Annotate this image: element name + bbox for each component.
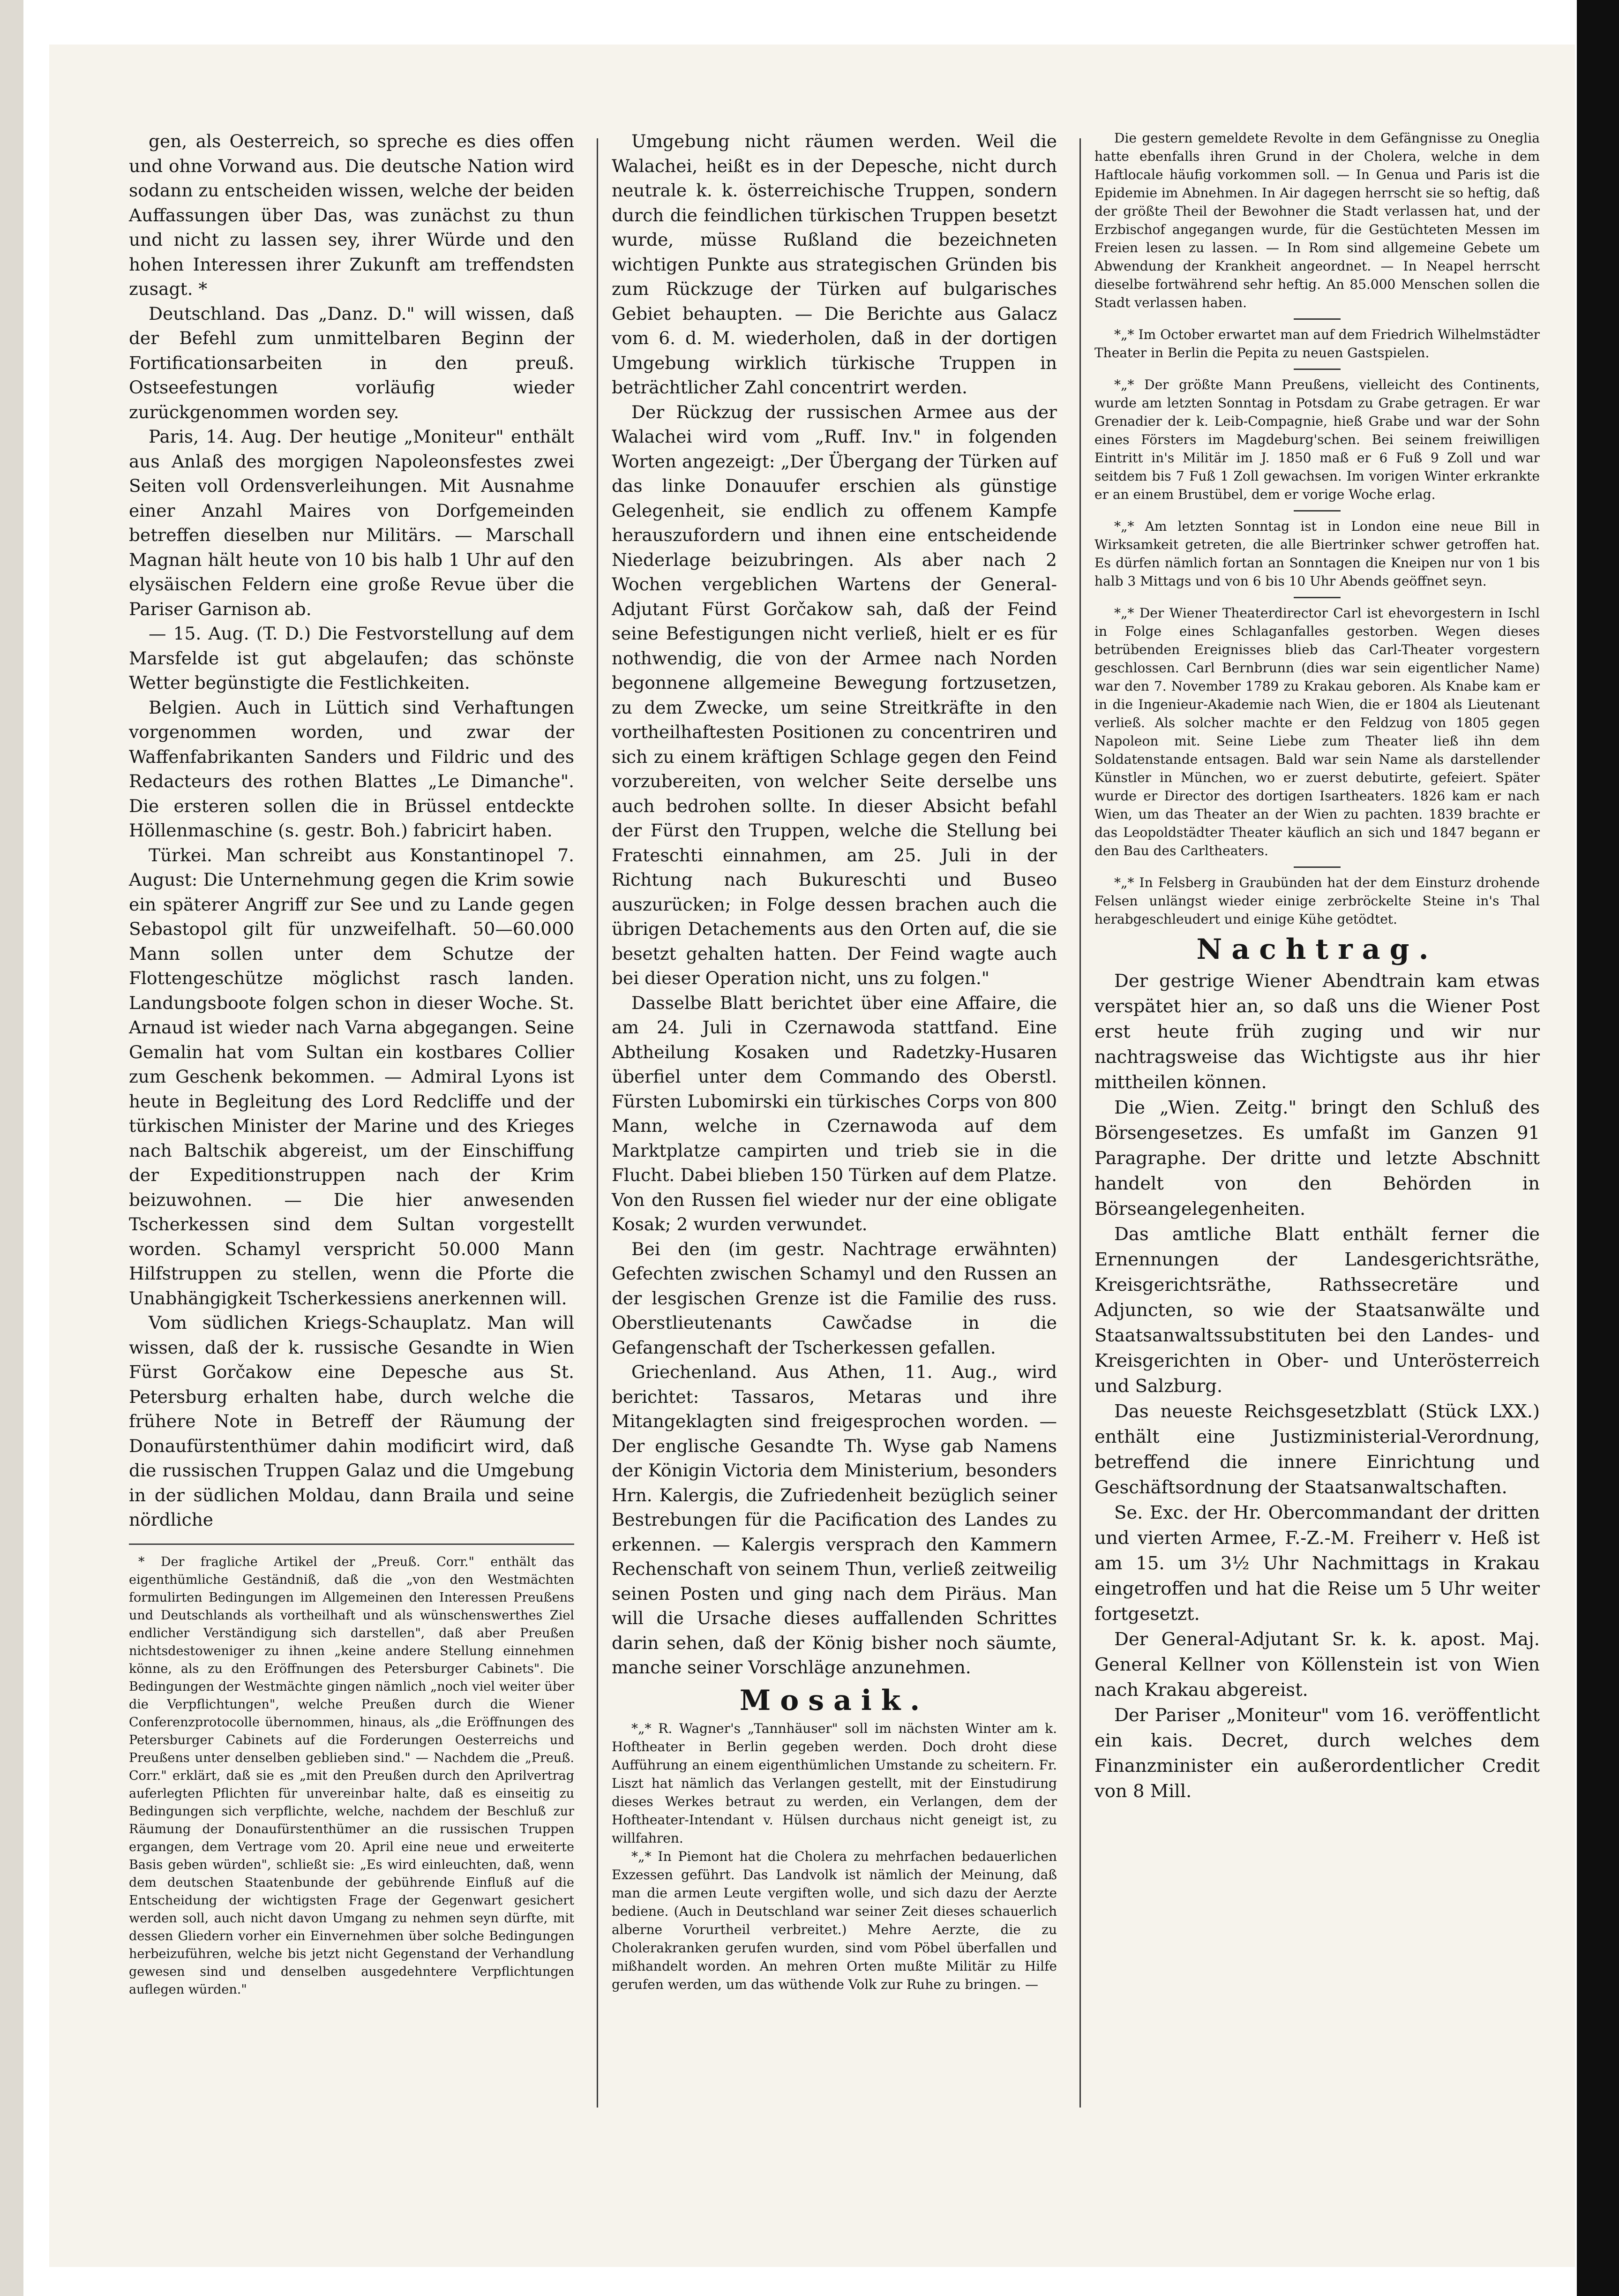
- paragraph: Dasselbe Blatt berichtet über eine Affaire, die am 24. Juli in Czernawoda stattfand. Eine Abtheilung Kosaken und Radetzky-Husaren überfiel unter dem Commando des Oberstl. Fürsten Lubomirski ein türkisches Corps von 800 Mann, welche in Czernawoda auf dem Marktplatze campirten und trieb sie in die Flucht. Dabei blieben 150 Türken auf dem Platze. Von den Russen fiel wieder nur der eine obligate Kosak; 2 wurden verwundet.: [612, 992, 1057, 1235]
- mosaik-item: *„* R. Wagner's „Tannhäuser" soll im nächsten Winter am k. Hoftheater in Berlin gegeben werden. Doch droht diese Aufführung an einem eigenthümlichen Umstande zu scheitern. Fr. Liszt hat nämlich das Verlangen gestellt, mit der Einstudirung dieses Werkes betraut zu werden, ein Verlangen, dem der Hoftheater-Intendant v. Hülsen durchaus nicht geneigt ist, zu willfahren.: [612, 1721, 1057, 1846]
- mosaik-item: *„* Am letzten Sonntag ist in London eine neue Bill in Wirksamkeit getreten, die alle Biertrinker schwer getroffen hat. Es dürfen nämlich fortan an Sonntagen die Kneipen nur von 1 bis halb 3 Mittags und von 6 bis 10 Uhr Abends geöffnet seyn.: [1094, 519, 1540, 589]
- paragraph: Das neueste Reichsgesetzblatt (Stück LXX.) enthält eine Justizministerial-Verordnung, betreffend die innere Einrichtung und Geschäftsordnung der Staatsanwaltschaften.: [1094, 1401, 1540, 1498]
- column-3: [1094, 129, 1540, 2117]
- newspaper-page: [49, 45, 1575, 2267]
- mosaik-item: *„* In Piemont hat die Cholera zu mehrfachen bedauerlichen Exzessen geführt. Das Landvolk ist nämlich der Meinung, daß man die armen Leute vergiften wolle, und sich dazu der Aerzte bediene. (Auch in Deutschland war seiner Zeit dieses schauerlich alberne Vorurtheil verbreitet.) Mehre Aerzte, die zu Cholerakranken gerufen wurden, sind vom Pöbel überfallen und mißhandelt worden. An mehren Orten mußte Militär zu Hilfe gerufen werden, um das wüthende Volk zur Ruhe zu bringen. —: [612, 1849, 1057, 1992]
- paragraph: Se. Exc. der Hr. Obercommandant der dritten und vierten Armee, F.-Z.-M. Freiherr v. Heß ist am 15. um 3½ Uhr Nachmittags in Krakau eingetroffen und hat die Reise um 5 Uhr weiter fortgesetzt.: [1094, 1502, 1540, 1625]
- paragraph: Die „Wien. Zeitg." bringt den Schluß des Börsengesetzes. Es umfaßt im Ganzen 91 Paragraphe. Der dritte und letzte Abschnitt handelt von den Behörden in Börseangelegenheiten.: [1094, 1097, 1540, 1220]
- paragraph: Der General-Adjutant Sr. k. k. apost. Maj. General Kellner von Köllenstein ist von Wien nach Krakau abgereist.: [1094, 1629, 1540, 1701]
- paragraph: Deutschland. Das „Danz. D." will wissen, daß der Befehl zum unmittelbaren Beginn der Fortificationsarbeiten in den preuß. Ostseefestungen vorläufig wieder zurückgenommen worden sey.: [129, 303, 574, 422]
- footnote: [129, 1543, 574, 1999]
- separator: [1294, 318, 1341, 320]
- nachtrag-heading: Nachtrag.: [1196, 933, 1438, 966]
- paragraph: Umgebung nicht räumen werden. Weil die Walachei, heißt es in der Depesche, nicht durch neutrale k. k. österreichische Truppen, sondern durch die feindlichen türkischen Truppen besetzt wurde, müsse Rußland die bezeichneten wichtigen Punkte aus strategischen Gründen bis zum Rückzuge der Türken auf bulgarisches Gebiet behaupten. — Die Berichte aus Galacz vom 6. d. M. wiederholen, daß in der dortigen Umgebung wirklich türkische Truppen in beträchtlicher Zahl concentrirt werden.: [612, 131, 1057, 398]
- mosaik-section: [612, 1719, 1057, 1994]
- paragraph: Griechenland. Aus Athen, 11. Aug., wird berichtet: Tassaros, Metaras und ihre Mitangeklagten sind freigesprochen worden. — Der englische Gesandte Th. Wyse gab Namens der Königin Victoria dem Ministerium, besonders Hrn. Kalergis, die Zufriedenheit bezüglich seiner Bestrebungen für die Pacification des Landes zu erkennen. — Kalergis versprach den Kammern Rechenschaft von seinem Thun, verließ zeitweilig seinen Posten und ging nach dem Piräus. Man will die Ursache dieses auffallenden Schrittes darin sehen, daß der König bisher noch säumte, manche seiner Vorschläge anzunehmen.: [612, 1362, 1057, 1678]
- column-1: [129, 129, 574, 1997]
- paragraph: Bei den (im gestr. Nachtrage erwähnten) Gefechten zwischen Schamyl und den Russen an der lesgischen Grenze ist die Familie des russ. Oberstlieutenants Cawčadse in die Gefangenschaft der Tscherkessen gefallen.: [612, 1238, 1057, 1358]
- mosaik-item: *„* Der größte Mann Preußens, vielleicht des Continents, wurde am letzten Sonntag in Potsdam zu Grabe getragen. Er war Grenadier der k. Leib-Compagnie, hieß Grabe und war der Sohn eines Försters im Magdeburg'schen. Bei seinem freiwilligen Eintritt in's Militär im J. 1850 maß er 6 Fuß 9 Zoll und war seitdem bis 7 Fuß 1 Zoll gewachsen. Im vorigen Winter erkrankte er an einem Brustübel, dem er vorige Woche erlag.: [1094, 377, 1540, 502]
- footnote-text: * Der fragliche Artikel der „Preuß. Corr." enthält das eigenthümliche Geständniß, daß die „von den Westmächten formulirten Bedingungen im Allgemeinen den Interessen Preußens und Deutschlands als vortheilhaft und als wünschenswerthes Ziel endlicher Verständigung sich darstellen", daß aber Preußen nichtsdestoweniger zu ihnen „keine andere Stellung einnehmen könne, als zu den Eröffnungen des Petersburger Cabinets". Die Bedingungen der Westmächte gingen nämlich „noch viel weiter über die Verpflichtungen", welche Preußen durch die Wiener Conferenzprotocolle übernommen, hinaus, als „die Eröffnungen des Petersburger Cabinets auf die Forderungen Oesterreichs und Preußens unter denselben geblieben sind." — Nachdem die „Preuß. Corr." erklärt, daß sie es „mit den Preußen durch den Aprilvertrag auferlegten Pflichten für unvereinbar halte, daß es einseitig zu Bedingungen sich verpflichte, welche, nachdem der Beschluß zur Räumung der Donaufürstenthümer an die russischen Truppen ergangen, dem Vertrage vom 20. April eine neue und erweiterte Basis geben würden", schließt sie: „Es wird einleuchten, daß, wenn dem deutschen Staatenbunde der gebührende Einfluß auf die Entscheidung der wichtigsten Frage der Gegenwart gesichert werden soll, auch nicht davon Umgang zu nehmen seyn dürfte, mit dessen Gliedern vorher ein Einvernehmen über solche Bedingungen herbeizuführen, welche bis jetzt nicht Gegenstand der Verhandlung gewesen sind und denselben ausgedehntere Verpflichtungen auflegen würden.": [129, 1554, 574, 1997]
- paragraph: — 15. Aug. (T. D.) Die Festvorstellung auf dem Marsfelde ist gut abgelaufen; das schönste Wetter begünstigte die Festlichkeiten.: [129, 623, 574, 693]
- scan-margin-right: [1577, 0, 1619, 2296]
- paragraph: Türkei. Man schreibt aus Konstantinopel 7. August: Die Unternehmung gegen die Krim sowie ein späterer Angriff zur See und zu Lande gegen Sebastopol gilt für unzweifelhaft. 50—60.000 Mann sollen unter dem Schutze der Flottengeschütze möglichst rasch landen. Landungsboote folgen schon in dieser Woche. St. Arnaud ist wieder nach Varna abgegangen. Seine Gemalin hat vom Sultan ein kostbares Collier zum Geschenk bekommen. — Admiral Lyons ist heute in Begleitung des Lord Redcliffe und der türkischen Minister der Marine und des Krieges nach Baltschik abgereist, um der Einschiffung der Expeditionstruppen nach der Krim beizuwohnen. — Die hier anwesenden Tscherkessen sind dem Sultan vorgestellt worden. Schamyl verspricht 50.000 Mann Hilfstruppen zu stellen, wenn die Pforte die Unabhängigkeit Tscherkessiens anerkennen will.: [129, 844, 574, 1309]
- mosaik-continuation: [1094, 129, 1540, 928]
- paragraph: gen, als Oesterreich, so spreche es dies offen und ohne Vorwand aus. Die deutsche Nation wird sodann zu entscheiden wissen, welche der beiden Auffassungen über Das, was zunächst zu thun und nicht zu lassen sey, ihrer Würde und den hohen Interessen ihrer Zukunft am treffendsten zusagt. *: [129, 131, 574, 299]
- scan-margin-left: [0, 0, 23, 2296]
- separator: [1294, 369, 1341, 370]
- paragraph: Der Pariser „Moniteur" vom 16. veröffentlicht ein kais. Decret, durch welches dem Finanzminister ein außerordentlicher Credit von 8 Mill.: [1094, 1705, 1540, 1802]
- paragraph: Der Rückzug der russischen Armee aus der Walachei wird vom „Ruff. Inv." in folgenden Worten angezeigt: „Der Übergang der Türken auf das linke Donauufer erschien als günstige Gelegenheit, sie endlich zu offenem Kampfe herauszufordern und ihnen eine entscheidende Niederlage beizubringen. Als aber nach 2 Wochen vergeblichen Wartens der General-Adjutant Fürst Gorčakow sah, daß der Feind seine Befestigungen nicht verließ, hielt er es für nothwendig, die von der Armee nach Norden begonnene allgemeine Bewegung fortzusetzen, zu dem Zwecke, um seine Streitkräfte in den vortheilhaftesten Positionen zu concentriren und sich zu einem kräftigen Schlage gegen den Feind vorzubereiten, von welcher Seite derselbe uns auch bedrohen sollte. In dieser Absicht befahl der Fürst den Truppen, welche die Stellung bei Frateschti einnahmen, am 25. Juli in der Richtung nach Bukureschti und Buseo auszurücken; in Folge dessen brachen auch die übrigen Detachements aus den Orten auf, die sie besetzt gehalten hatten. Der Feind wagte auch bei dieser Operation nicht, uns zu folgen.": [612, 401, 1057, 988]
- column-2: [612, 129, 1057, 2126]
- mosaik-item: *„* Im October erwartet man auf dem Friedrich Wilhelmstädter Theater in Berlin die Pepita zu neuen Gastspielen.: [1094, 327, 1540, 361]
- mosaik-item: Die gestern gemeldete Revolte in dem Gefängnisse zu Oneglia hatte ebenfalls ihren Grund in der Cholera, welche in dem Haftlocale häufig vorkommen soll. — In Genua und Paris ist die Epidemie im Abnehmen. In Air dagegen herrscht sie so heftig, daß der größte Theil der Bewohner die Stadt verlassen hat, und der Erzbischof angegangen wurde, für die Gestüchteten Messen im Freien lesen zu lassen. — In Rom sind allgemeine Gebete um Abwendung der Krankheit angeordnet. — In Neapel herrscht dieselbe fortwährend sehr heftig. An 85.000 Menschen sollen die Stadt verlassen haben.: [1094, 130, 1540, 310]
- separator: [1294, 510, 1341, 512]
- paragraph: Der gestrige Wiener Abendtrain kam etwas verspätet hier an, so daß uns die Wiener Post erst heute früh zuging und wir nur nachtragsweise das Wichtigste aus ihr hier mittheilen können.: [1094, 971, 1540, 1093]
- mosaik-heading: Mosaik.: [739, 1684, 929, 1717]
- paragraph: Vom südlichen Kriegs-Schauplatz. Man will wissen, daß der k. russische Gesandte in Wien Fürst Gorčakow eine Depesche aus St. Petersburg erhalten habe, durch welche die frühere Note in Betreff der Räumung der Donaufürstenthümer dahin modificirt wird, daß die russischen Truppen Galaz und die Umgebung in der südlichen Moldau, dann Braila und seine nördliche: [129, 1312, 574, 1530]
- paragraph: Das amtliche Blatt enthält ferner die Ernennungen der Landesgerichtsräthe, Kreisgerichtsräthe, Rathssecretäre und Adjuncten, so wie der Staatsanwälte und Staatsanwaltssubstituten bei den Landes- und Kreisgerichten in Ober- und Unterösterreich und Salzburg.: [1094, 1224, 1540, 1397]
- paragraph: Belgien. Auch in Lüttich sind Verhaftungen vorgenommen worden, und zwar der Waffenfabrikanten Sanders und Fildric und des Redacteurs des rothen Blattes „Le Dimanche". Die ersteren sollen die in Brüssel entdeckte Höllenmaschine (s. gestr. Boh.) fabricirt haben.: [129, 697, 574, 841]
- separator: [1294, 866, 1341, 868]
- mosaik-item: *„* Der Wiener Theaterdirector Carl ist ehevorgestern in Ischl in Folge eines Schlaganfalles gestorben. Wegen dieses betrübenden Ereignisses blieb das Carl-Theater vorgestern geschlossen. Carl Bernbrunn (dies war sein eigentlicher Name) war den 7. November 1789 zu Krakau geboren. Als Knabe kam er in die Ingenieur-Akademie nach Wien, die er 1804 als Lieutenant verließ. Als solcher machte er den Feldzug von 1805 gegen Napoleon mit. Seine Liebe zum Theater ließ ihn dem Soldatenstande entsagen. Bald war sein Name als darstellender Künstler in München, wo er zuerst debutirte, gefeiert. Später wurde er Director des dortigen Isartheaters. 1826 kam er nach Wien, um das Theater an der Wien zu pachten. 1839 brachte er das Leopoldstädter Theater käuflich an sich und 1847 begann er den Bau des Carltheaters.: [1094, 605, 1540, 858]
- paragraph: Paris, 14. Aug. Der heutige „Moniteur" enthält aus Anlaß des morgigen Napoleonsfestes zwei Seiten voll Ordensverleihungen. Mit Ausnahme einer Anzahl Maires von Dorfgemeinden betreffen dieselben nur Militärs. — Marschall Magnan hält heute von 10 bis halb 1 Uhr auf den elysäischen Feldern eine große Revue über die Pariser Garnison ab.: [129, 426, 574, 619]
- column-rule: [1079, 138, 1081, 2108]
- column-rule: [597, 138, 598, 2108]
- mosaik-item: *„* In Felsberg in Graubünden hat der dem Einsturz drohende Felsen unlängst wieder einige zerbröckelte Steine in's Thal herabgeschleudert und einige Kühe getödtet.: [1094, 875, 1540, 927]
- separator: [1294, 597, 1341, 598]
